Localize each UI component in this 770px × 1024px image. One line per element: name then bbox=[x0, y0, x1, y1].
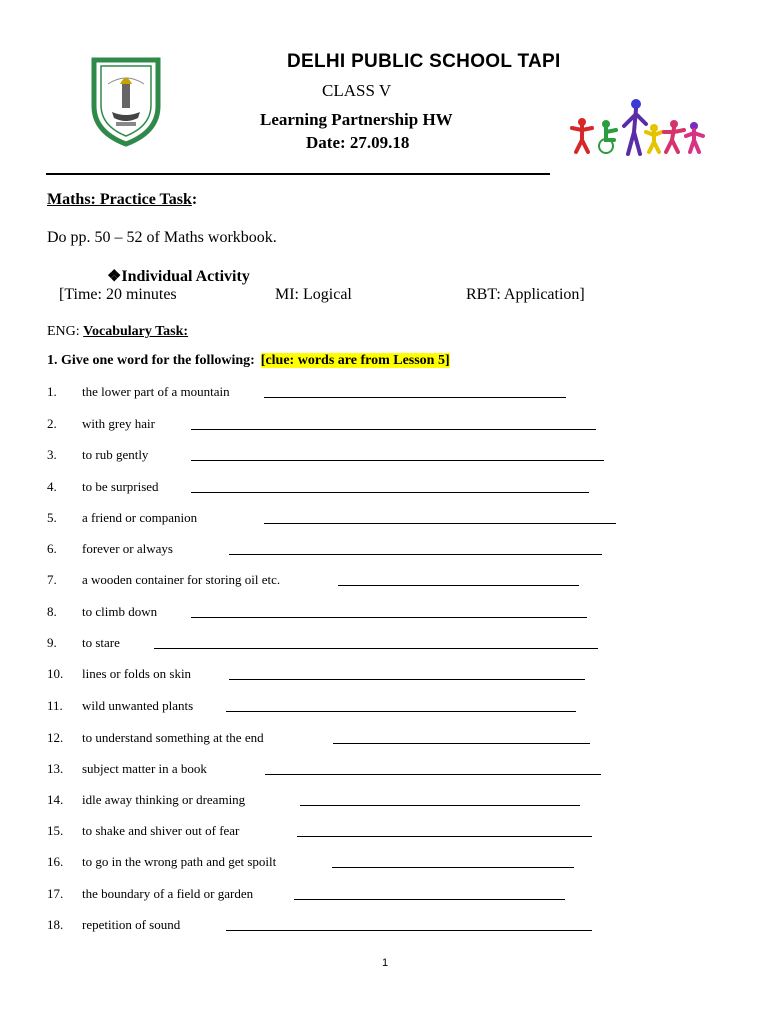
list-item bbox=[47, 792, 647, 808]
list-item bbox=[47, 510, 647, 526]
item-number: 4. bbox=[47, 479, 57, 494]
individual-activity-label: ❖Individual Activity bbox=[107, 268, 250, 285]
list-item bbox=[47, 635, 647, 651]
list-item bbox=[47, 479, 647, 495]
item-number: 14. bbox=[47, 792, 64, 807]
rbt-label: RBT: Application] bbox=[466, 286, 585, 303]
maths-task: Do pp. 50 – 52 of Maths workbook. bbox=[47, 229, 277, 246]
item-text: to rub gently bbox=[82, 447, 149, 462]
answer-blank[interactable] bbox=[229, 554, 602, 555]
answer-blank[interactable] bbox=[332, 867, 574, 868]
item-number: 7. bbox=[47, 572, 57, 587]
item-text: to go in the wrong path and get spoilt bbox=[82, 854, 277, 869]
item-number: 16. bbox=[47, 854, 64, 869]
school-crest-icon bbox=[86, 54, 166, 148]
list-item bbox=[47, 541, 647, 557]
item-number: 13. bbox=[47, 761, 64, 776]
item-text: subject matter in a book bbox=[82, 761, 207, 776]
answer-blank[interactable] bbox=[297, 836, 592, 837]
item-text: to climb down bbox=[82, 604, 158, 619]
item-text: repetition of sound bbox=[82, 917, 181, 932]
class-label: CLASS V bbox=[322, 81, 392, 100]
answer-blank[interactable] bbox=[226, 930, 592, 931]
list-item bbox=[47, 447, 647, 463]
item-text: a wooden container for storing oil etc. bbox=[82, 572, 281, 587]
list-item bbox=[47, 730, 647, 746]
question-one: 1. Give one word for the following: [clue: words are from Lesson 5] bbox=[47, 353, 450, 368]
list-item bbox=[47, 698, 647, 714]
answer-blank[interactable] bbox=[191, 429, 596, 430]
item-number: 2. bbox=[47, 416, 57, 431]
item-number: 17. bbox=[47, 886, 64, 901]
answer-blank[interactable] bbox=[338, 585, 579, 586]
item-text: forever or always bbox=[82, 541, 173, 556]
item-text: with grey hair bbox=[82, 416, 155, 431]
item-text: idle away thinking or dreaming bbox=[82, 792, 246, 807]
answer-blank[interactable] bbox=[294, 899, 565, 900]
maths-heading: Maths: Practice Task: bbox=[47, 191, 198, 208]
list-item bbox=[47, 917, 647, 933]
item-number: 15. bbox=[47, 823, 64, 838]
item-text: lines or folds on skin bbox=[82, 666, 192, 681]
item-text: to be surprised bbox=[82, 479, 159, 494]
answer-blank[interactable] bbox=[154, 648, 598, 649]
document-title: Learning Partnership HW bbox=[260, 110, 453, 129]
item-text: the boundary of a field or garden bbox=[82, 886, 254, 901]
list-item bbox=[47, 886, 647, 902]
item-text: a friend or companion bbox=[82, 510, 198, 525]
list-item bbox=[47, 761, 647, 777]
answer-blank[interactable] bbox=[264, 397, 566, 398]
item-number: 9. bbox=[47, 635, 57, 650]
list-item bbox=[47, 604, 647, 620]
item-text: to stare bbox=[82, 635, 120, 650]
document-date: Date: 27.09.18 bbox=[306, 133, 410, 152]
list-item bbox=[47, 854, 647, 870]
page-number: 1 bbox=[381, 957, 389, 969]
item-text: wild unwanted plants bbox=[82, 698, 194, 713]
item-text: the lower part of a mountain bbox=[82, 384, 230, 399]
list-item bbox=[47, 384, 647, 400]
list-item bbox=[47, 823, 647, 839]
answer-blank[interactable] bbox=[191, 617, 587, 618]
answer-blank[interactable] bbox=[226, 711, 576, 712]
answer-blank[interactable] bbox=[300, 805, 580, 806]
list-item bbox=[47, 666, 647, 682]
answer-blank[interactable] bbox=[191, 492, 589, 493]
list-item bbox=[47, 572, 647, 588]
item-number: 8. bbox=[47, 604, 57, 619]
answer-blank[interactable] bbox=[229, 679, 585, 680]
item-number: 10. bbox=[47, 666, 64, 681]
item-text: to shake and shiver out of fear bbox=[82, 823, 240, 838]
item-number: 18. bbox=[47, 917, 64, 932]
item-number: 6. bbox=[47, 541, 57, 556]
answer-blank[interactable] bbox=[333, 743, 590, 744]
answer-blank[interactable] bbox=[264, 523, 616, 524]
item-number: 3. bbox=[47, 447, 57, 462]
mi-label: MI: Logical bbox=[275, 286, 352, 303]
item-number: 1. bbox=[47, 384, 57, 399]
item-number: 12. bbox=[47, 730, 64, 745]
answer-blank[interactable] bbox=[191, 460, 604, 461]
item-number: 11. bbox=[47, 698, 63, 713]
english-heading: ENG: Vocabulary Task: bbox=[47, 324, 189, 339]
answer-blank[interactable] bbox=[265, 774, 601, 775]
children-family-icon bbox=[566, 98, 706, 156]
header-divider bbox=[46, 173, 550, 175]
clue-highlight: [clue: words are from Lesson 5] bbox=[260, 353, 450, 368]
time-label: [Time: 20 minutes bbox=[59, 286, 177, 303]
school-name: DELHI PUBLIC SCHOOL TAPI bbox=[287, 51, 561, 72]
item-number: 5. bbox=[47, 510, 57, 525]
item-text: to understand something at the end bbox=[82, 730, 264, 745]
list-item bbox=[47, 416, 647, 432]
